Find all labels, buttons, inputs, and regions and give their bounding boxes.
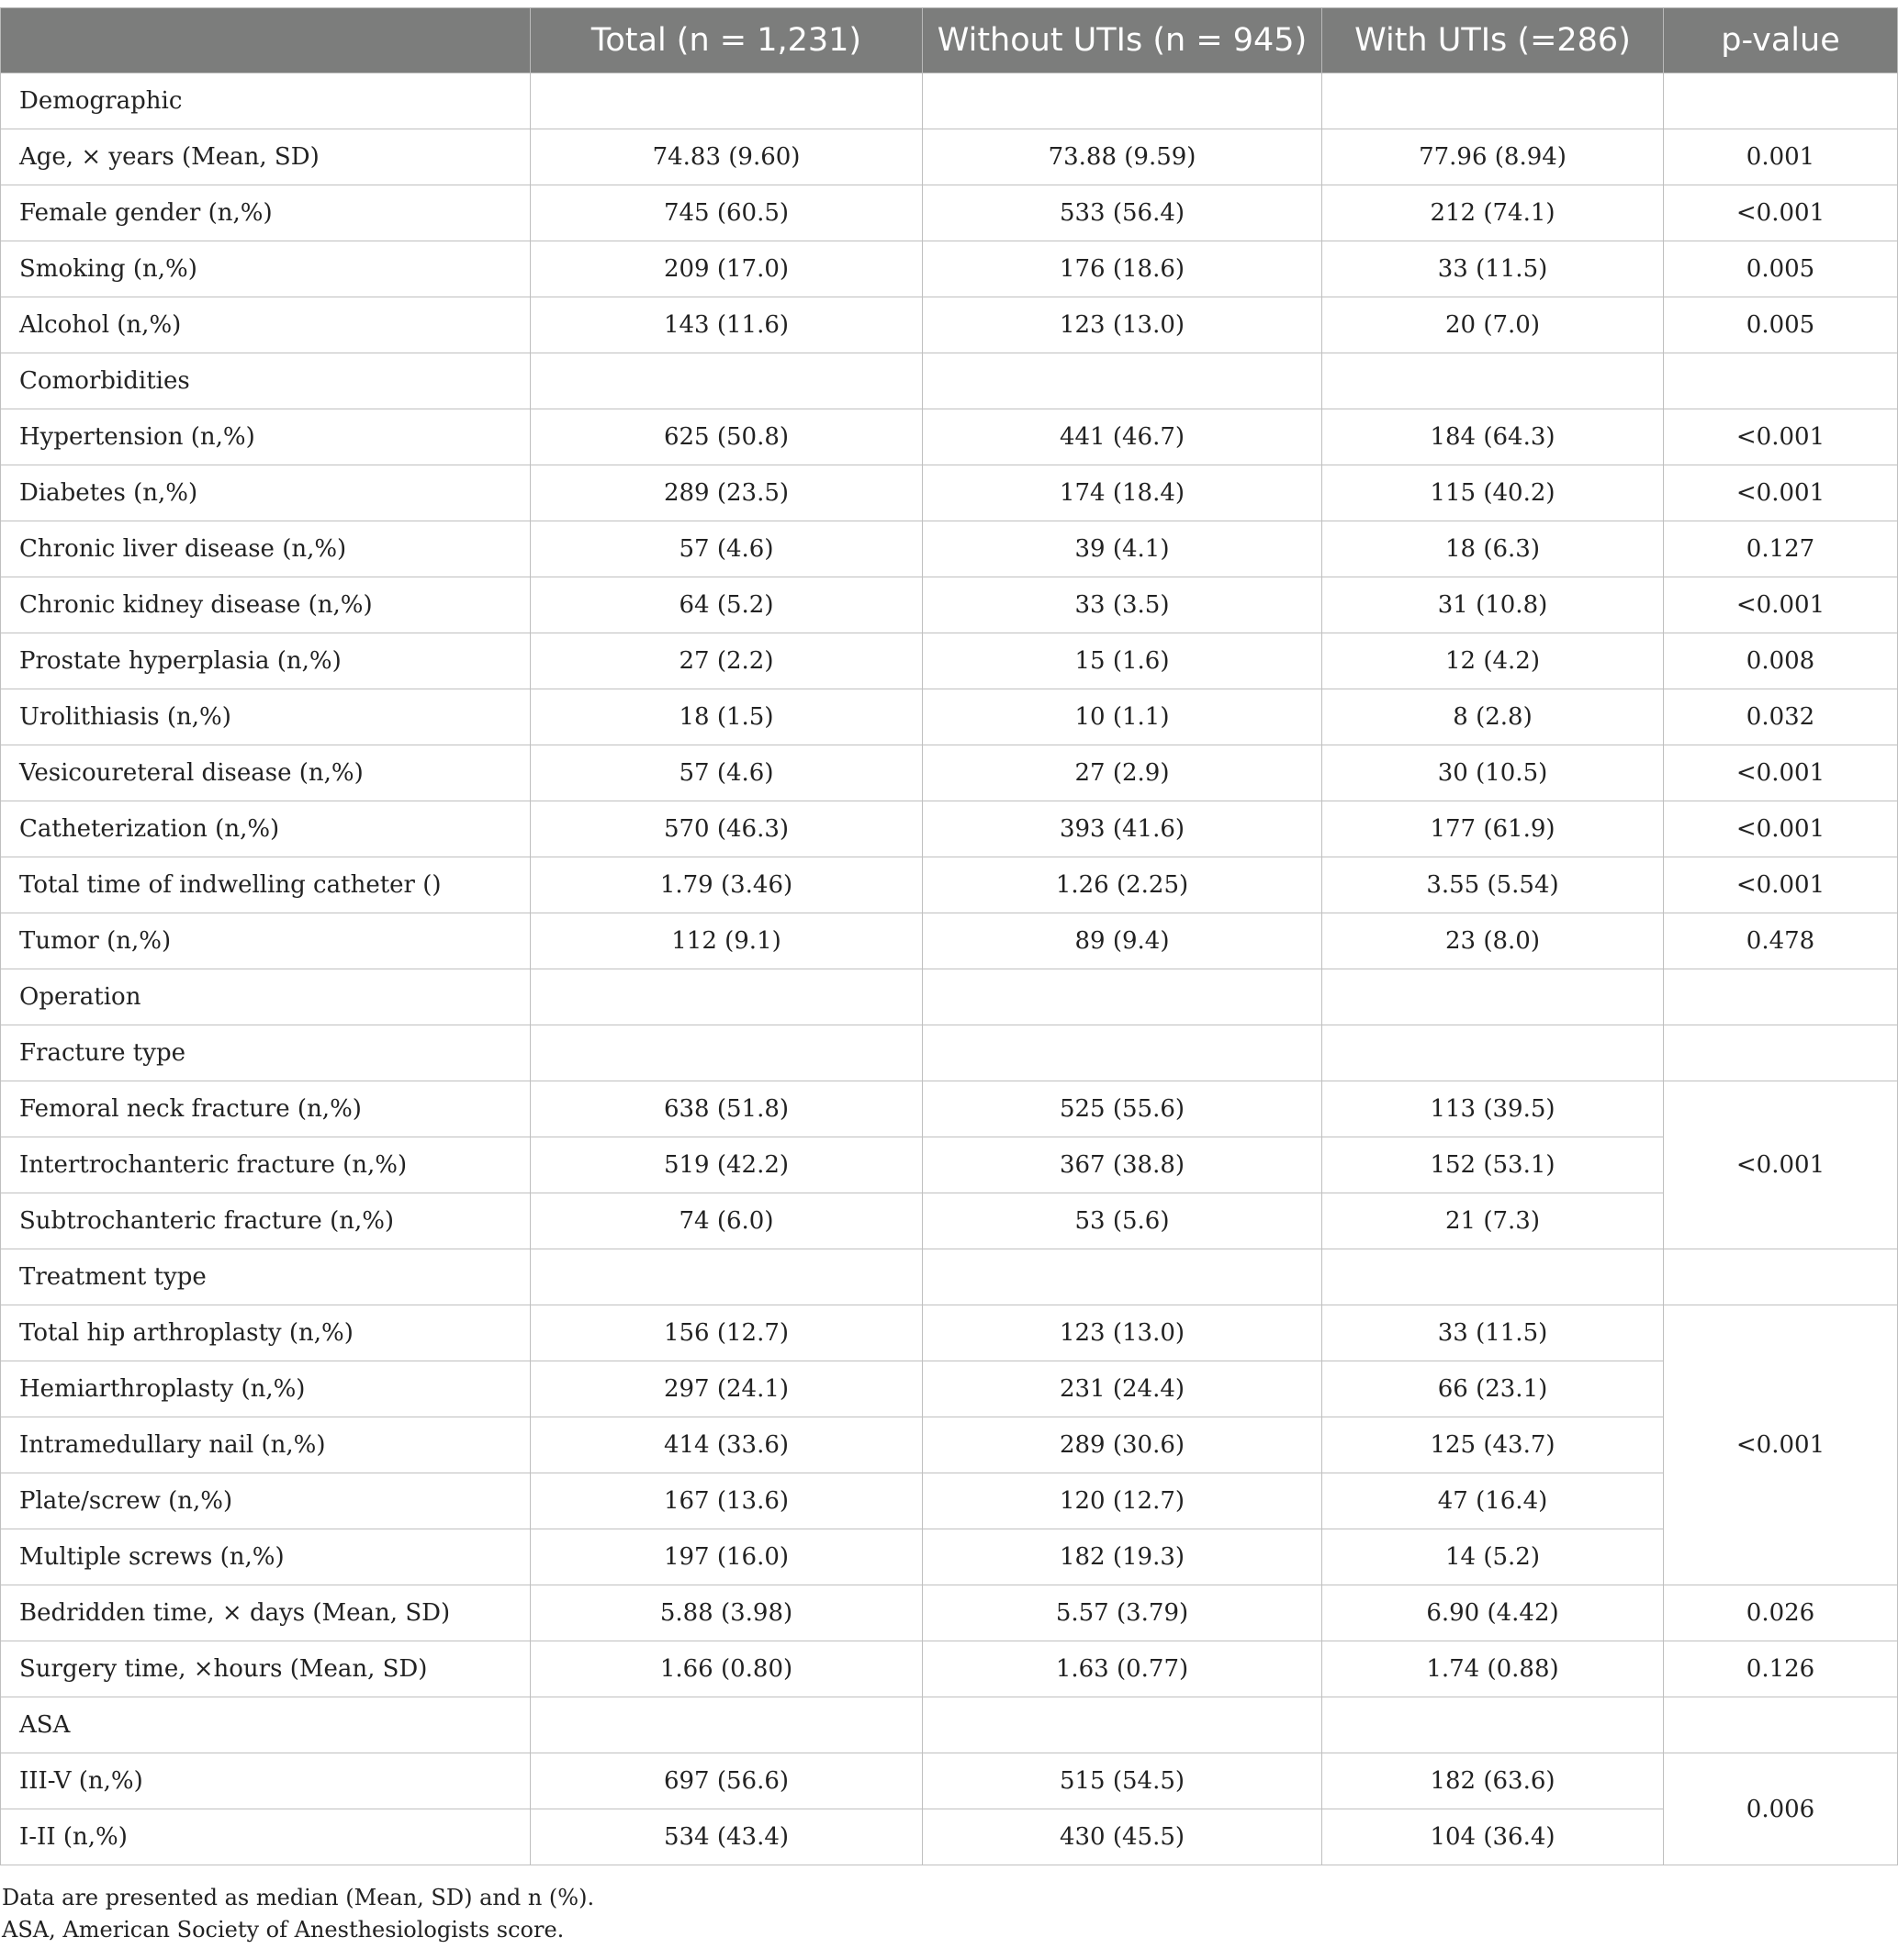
cell-without-utis: 27 (2.9) [923,745,1322,801]
cell-p-value: <0.001 [1664,1305,1898,1585]
section-row [1,1249,1898,1305]
cell-total: 112 (9.1) [531,913,923,969]
cell-p-value: <0.001 [1664,577,1898,633]
row-label: Bedridden time, × days (Mean, SD) [1,1585,531,1641]
header-total: Total (n = 1,231) [531,8,923,73]
cell-without-utis: 176 (18.6) [923,241,1322,297]
table-row [1,913,1898,969]
table-row [1,1641,1898,1697]
cell-total: 697 (56.6) [531,1753,923,1809]
header-without-utis: Without UTIs (n = 945) [923,8,1322,73]
cell-without-utis: 73.88 (9.59) [923,129,1322,185]
table-row [1,1081,1898,1137]
cell-without-utis: 515 (54.5) [923,1753,1322,1809]
cell-without-utis: 33 (3.5) [923,577,1322,633]
cell-with-utis: 8 (2.8) [1322,689,1664,745]
cell-without-utis: 123 (13.0) [923,1305,1322,1361]
section-label: Fracture type [1,1025,531,1081]
cell-total: 638 (51.8) [531,1081,923,1137]
table-row [1,577,1898,633]
cell-with-utis: 113 (39.5) [1322,1081,1664,1137]
row-label: Tumor (n,%) [1,913,531,969]
cell-p-value: 0.478 [1664,913,1898,969]
cell-without-utis: 182 (19.3) [923,1529,1322,1585]
table-row [1,1193,1898,1249]
section-row [1,969,1898,1025]
cell-p-value: <0.001 [1664,465,1898,521]
cell-total: 143 (11.6) [531,297,923,353]
table-row [1,1753,1898,1809]
section-row [1,1025,1898,1081]
section-row [1,353,1898,409]
cell-p-value: <0.001 [1664,745,1898,801]
row-label: Female gender (n,%) [1,185,531,241]
cell-without-utis: 1.26 (2.25) [923,857,1322,913]
header-p-value: p-value [1664,8,1898,73]
cell-without-utis: 15 (1.6) [923,633,1322,689]
cell-p-value: 0.005 [1664,241,1898,297]
table-row [1,241,1898,297]
cell-p-value: <0.001 [1664,801,1898,857]
table-row [1,521,1898,577]
row-label: Plate/screw (n,%) [1,1473,531,1529]
row-label: Catheterization (n,%) [1,801,531,857]
row-label: Multiple screws (n,%) [1,1529,531,1585]
cell-with-utis: 212 (74.1) [1322,185,1664,241]
cell-total: 1.66 (0.80) [531,1641,923,1697]
cell-total: 745 (60.5) [531,185,923,241]
cell-p-value: 0.005 [1664,297,1898,353]
cell-p-value: 0.006 [1664,1753,1898,1865]
cell-p-value: 0.127 [1664,521,1898,577]
table-row [1,633,1898,689]
table-row [1,1417,1898,1473]
table-row [1,409,1898,465]
cell-total: 297 (24.1) [531,1361,923,1417]
section-label: Treatment type [1,1249,531,1305]
section-label: Demographic [1,73,531,129]
cell-with-utis: 33 (11.5) [1322,1305,1664,1361]
cell-without-utis: 367 (38.8) [923,1137,1322,1193]
footnote: ASA, American Society of Anesthesiologists score. [2,1917,565,1943]
section-row [1,1697,1898,1753]
cell-with-utis: 47 (16.4) [1322,1473,1664,1529]
cell-with-utis: 23 (8.0) [1322,913,1664,969]
cell-without-utis: 525 (55.6) [923,1081,1322,1137]
row-label: Surgery time, ×hours (Mean, SD) [1,1641,531,1697]
table-row [1,1305,1898,1361]
cell-total: 209 (17.0) [531,241,923,297]
cell-total: 197 (16.0) [531,1529,923,1585]
cell-total: 1.79 (3.46) [531,857,923,913]
cell-p-value: 0.126 [1664,1641,1898,1697]
cell-p-value: 0.026 [1664,1585,1898,1641]
cell-with-utis: 18 (6.3) [1322,521,1664,577]
cell-without-utis: 174 (18.4) [923,465,1322,521]
cell-total: 27 (2.2) [531,633,923,689]
cell-total: 167 (13.6) [531,1473,923,1529]
cell-total: 519 (42.2) [531,1137,923,1193]
row-label: Chronic liver disease (n,%) [1,521,531,577]
cell-total: 74 (6.0) [531,1193,923,1249]
cell-with-utis: 177 (61.9) [1322,801,1664,857]
cell-with-utis: 184 (64.3) [1322,409,1664,465]
cell-total: 414 (33.6) [531,1417,923,1473]
row-label: Prostate hyperplasia (n,%) [1,633,531,689]
section-label: ASA [1,1697,531,1753]
cell-without-utis: 441 (46.7) [923,409,1322,465]
cell-with-utis: 21 (7.3) [1322,1193,1664,1249]
cell-with-utis: 31 (10.8) [1322,577,1664,633]
table-row [1,185,1898,241]
table-row [1,1529,1898,1585]
cell-with-utis: 12 (4.2) [1322,633,1664,689]
row-label: Vesicoureteral disease (n,%) [1,745,531,801]
cell-without-utis: 5.57 (3.79) [923,1585,1322,1641]
cell-with-utis: 152 (53.1) [1322,1137,1664,1193]
table-row [1,1809,1898,1865]
header-variable [1,8,531,73]
cell-total: 57 (4.6) [531,745,923,801]
cell-with-utis: 115 (40.2) [1322,465,1664,521]
cell-p-value: <0.001 [1664,857,1898,913]
cell-total: 57 (4.6) [531,521,923,577]
cell-with-utis: 104 (36.4) [1322,1809,1664,1865]
table-row [1,689,1898,745]
cell-p-value: <0.001 [1664,185,1898,241]
cell-without-utis: 430 (45.5) [923,1809,1322,1865]
cell-without-utis: 231 (24.4) [923,1361,1322,1417]
row-label: Urolithiasis (n,%) [1,689,531,745]
row-label: Hemiarthroplasty (n,%) [1,1361,531,1417]
table-row [1,129,1898,185]
cell-without-utis: 89 (9.4) [923,913,1322,969]
row-label: Total time of indwelling catheter () [1,857,531,913]
row-label: Intertrochanteric fracture (n,%) [1,1137,531,1193]
cell-p-value: <0.001 [1664,409,1898,465]
row-label: Diabetes (n,%) [1,465,531,521]
cell-p-value: 0.008 [1664,633,1898,689]
cell-without-utis: 393 (41.6) [923,801,1322,857]
cell-total: 534 (43.4) [531,1809,923,1865]
cell-total: 289 (23.5) [531,465,923,521]
cell-total: 74.83 (9.60) [531,129,923,185]
baseline-characteristics-table [0,7,1898,1865]
row-label: Smoking (n,%) [1,241,531,297]
cell-with-utis: 125 (43.7) [1322,1417,1664,1473]
footnote: Data are presented as median (Mean, SD) and n (%). [2,1885,595,1910]
cell-with-utis: 30 (10.5) [1322,745,1664,801]
cell-p-value: <0.001 [1664,1081,1898,1249]
cell-with-utis: 14 (5.2) [1322,1529,1664,1585]
row-label: Intramedullary nail (n,%) [1,1417,531,1473]
cell-without-utis: 1.63 (0.77) [923,1641,1322,1697]
cell-p-value: 0.032 [1664,689,1898,745]
header-row [1,8,1898,73]
section-row [1,73,1898,129]
table-row [1,465,1898,521]
section-label: Operation [1,969,531,1025]
row-label: Subtrochanteric fracture (n,%) [1,1193,531,1249]
table-footnotes [2,1882,594,1946]
row-label: Total hip arthroplasty (n,%) [1,1305,531,1361]
cell-total: 625 (50.8) [531,409,923,465]
cell-with-utis: 66 (23.1) [1322,1361,1664,1417]
cell-with-utis: 33 (11.5) [1322,241,1664,297]
row-label: Femoral neck fracture (n,%) [1,1081,531,1137]
cell-with-utis: 1.74 (0.88) [1322,1641,1664,1697]
cell-total: 5.88 (3.98) [531,1585,923,1641]
table-row [1,297,1898,353]
table-row [1,1361,1898,1417]
row-label: III-V (n,%) [1,1753,531,1809]
cell-total: 570 (46.3) [531,801,923,857]
cell-without-utis: 39 (4.1) [923,521,1322,577]
header-with-utis: With UTIs (=286) [1322,8,1664,73]
cell-with-utis: 182 (63.6) [1322,1753,1664,1809]
table-row [1,1473,1898,1529]
cell-total: 156 (12.7) [531,1305,923,1361]
cell-with-utis: 6.90 (4.42) [1322,1585,1664,1641]
cell-without-utis: 533 (56.4) [923,185,1322,241]
table-row [1,801,1898,857]
row-label: Hypertension (n,%) [1,409,531,465]
cell-total: 18 (1.5) [531,689,923,745]
cell-total: 64 (5.2) [531,577,923,633]
cell-without-utis: 10 (1.1) [923,689,1322,745]
row-label: Alcohol (n,%) [1,297,531,353]
cell-without-utis: 123 (13.0) [923,297,1322,353]
cell-with-utis: 20 (7.0) [1322,297,1664,353]
row-label: Age, × years (Mean, SD) [1,129,531,185]
section-label: Comorbidities [1,353,531,409]
cell-without-utis: 289 (30.6) [923,1417,1322,1473]
cell-without-utis: 53 (5.6) [923,1193,1322,1249]
table-row [1,745,1898,801]
table-row [1,1137,1898,1193]
row-label: Chronic kidney disease (n,%) [1,577,531,633]
cell-with-utis: 77.96 (8.94) [1322,129,1664,185]
row-label: I-II (n,%) [1,1809,531,1865]
cell-p-value: 0.001 [1664,129,1898,185]
cell-with-utis: 3.55 (5.54) [1322,857,1664,913]
cell-without-utis: 120 (12.7) [923,1473,1322,1529]
table-row [1,1585,1898,1641]
table-row [1,857,1898,913]
